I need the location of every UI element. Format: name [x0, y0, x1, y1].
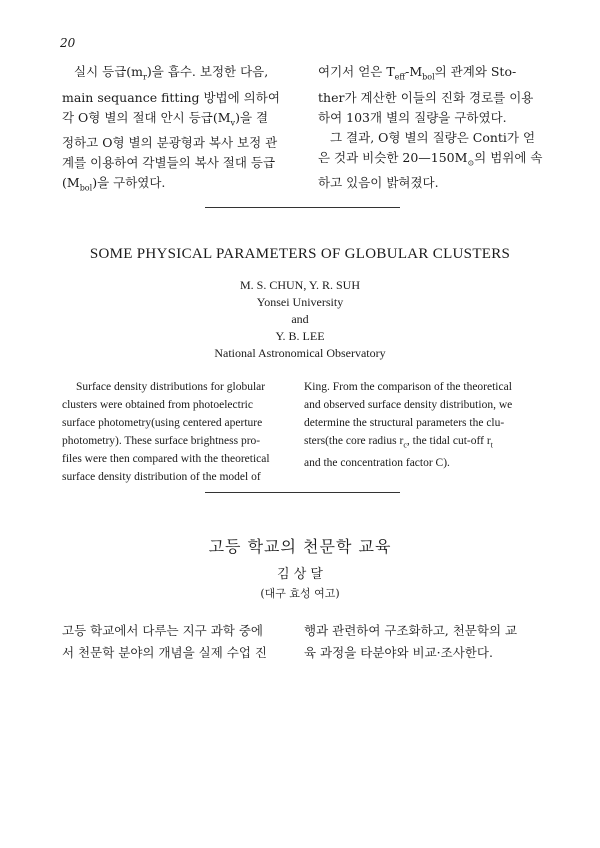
abstract-line: surface photometry(using centered aperture: [62, 417, 263, 429]
text-line: 육 과정을 타분야와 비교·조사한다.: [304, 645, 493, 660]
affiliation-observatory: National Astronomical Observatory: [214, 346, 386, 360]
top-right-column: [318, 62, 550, 193]
text-line: 그 결과, O형 별의 질량은 Conti가 얻: [330, 129, 536, 145]
text-line: 은 것과 비슷한 $20—150M_⊙$의 범위에 속: [318, 149, 543, 167]
divider-2: [205, 492, 400, 493]
abstract-line: Surface density distributions for globular: [76, 381, 266, 393]
text-line: 계를 이용하여 각별들의 복사 절대 등급: [62, 155, 276, 170]
abstract-line: files were then compared with the theoretical: [62, 453, 270, 465]
text-line: 실시 등급$(m_r)$을 흡수. 보정한 다음,: [74, 64, 269, 82]
abstract-line: clusters were obtained from photoelectric: [62, 399, 253, 411]
text-line: 정하고 O형 별의 분광형과 복사 보정 관: [62, 135, 278, 150]
text-line: 하여 103개 별의 질량을 구하였다.: [318, 109, 507, 125]
abstract-line: surface density distribution of the model of: [62, 471, 261, 483]
abstract-line: sters(the core radius $r_c$, the tidal cut-off $r_t$: [304, 435, 493, 450]
abstract-left-column: [62, 378, 294, 486]
authors: M. S. CHUN, Y. R. SUH: [239, 278, 361, 292]
text-line: 행과 관련하여 구조화하고, 천문학의 교: [304, 623, 518, 638]
abstract-line: and the concentration factor C).: [304, 457, 450, 470]
article-title: SOME PHYSICAL PARAMETERS OF GLOBULAR CLUSTERS: [89, 246, 511, 262]
text-line: 고등 학교에서 다루는 지구 과학 중에: [62, 623, 263, 638]
abstract-line: determine the structural parameters the clu-: [304, 417, 505, 429]
korean-right-column: [304, 620, 544, 664]
conjunction-and: and: [291, 312, 309, 326]
korean-article-title: 고등 학교의 천문학 교육: [208, 537, 392, 556]
text-line: $(M_{bol})$을 구하였다.: [62, 175, 166, 193]
text-line: 각 O형 별의 절대 안시 등급$(M_v)$을 결: [62, 109, 269, 127]
korean-left-column: [62, 620, 294, 664]
author-lee: Y. B. LEE: [275, 329, 325, 343]
abstract-line: King. From the comparison of the theoretical: [304, 381, 512, 393]
abstract-right-column: [304, 378, 544, 472]
abstract-line: and observed surface density distribution, we: [304, 399, 513, 411]
text-line: 하고 있음이 밝혀졌다.: [318, 175, 439, 190]
divider-1: [205, 207, 400, 208]
affiliation-yonsei: Yonsei University: [256, 295, 344, 309]
page-number: 20: [60, 36, 76, 50]
text-line: 여기서 얻은 $T_{eff}-M_{bol}$의 관계와 Sto-: [318, 64, 517, 82]
korean-author: 김 상 달: [277, 567, 323, 582]
top-left-column: [62, 62, 294, 199]
abstract-line: photometry). These surface brightness pro-: [62, 435, 261, 447]
text-line: main sequance fitting 방법에 의하여: [62, 89, 280, 105]
text-line: ther가 계산한 이들의 진화 경로를 이용: [318, 89, 534, 105]
korean-affiliation: (대구 효성 여고): [260, 587, 340, 600]
text-line: 서 천문학 분야의 개념을 실제 수업 진: [62, 645, 267, 660]
